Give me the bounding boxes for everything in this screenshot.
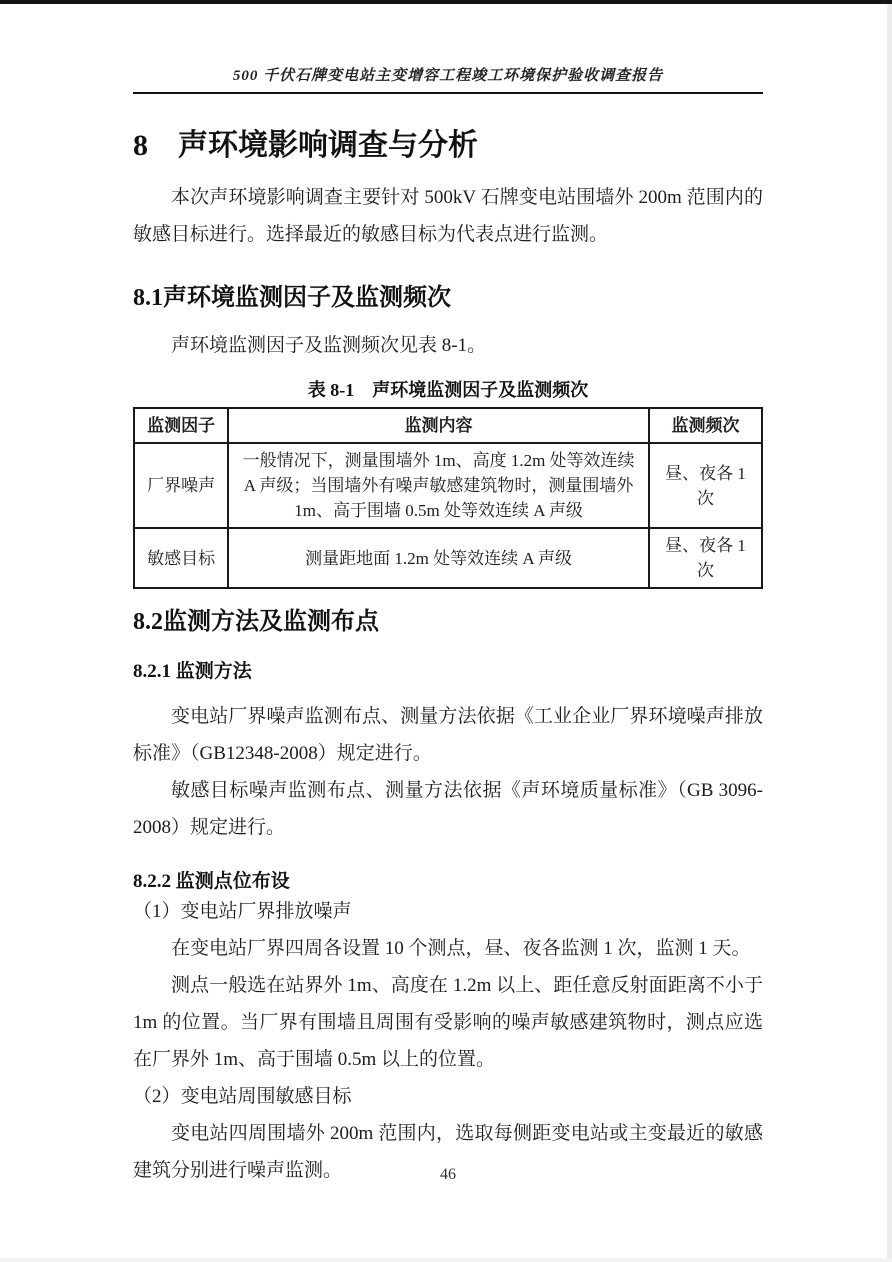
table-8-1-caption: 表 8-1 声环境监测因子及监测频次: [307, 380, 589, 400]
table-8-1: [133, 407, 763, 589]
table-cell-factor: 厂界噪声: [134, 443, 228, 528]
section-8-2-1-heading: 8.2.1 监测方法: [133, 661, 252, 682]
section-8-2-heading: 8.2监测方法及监测布点: [133, 609, 379, 635]
table-cell-factor: 敏感目标: [134, 528, 228, 588]
table-cell-frequency: 昼、夜各 1 次: [649, 528, 762, 588]
table-header-content: 监测内容: [228, 408, 649, 443]
table-cell-frequency: 昼、夜各 1 次: [649, 443, 762, 528]
section-8-2-2-heading: 8.2.2 监测点位布设: [133, 871, 290, 892]
scan-edge-right: [887, 4, 892, 1262]
table-header-frequency: 监测频次: [649, 408, 762, 443]
page-content: [133, 0, 763, 1189]
list-item-1-label: （1）变电站厂界排放噪声: [133, 901, 352, 922]
list-item-1-paragraph-1: 在变电站厂界四周各设置 10 个测点，昼、夜各监测 1 次，监测 1 天。: [171, 938, 751, 959]
list-item-2-paragraph-1: 变电站四周围墙外 200m 范围内，选取每侧距变电站或主变最近的敏感建筑分别进行噪声监测。: [133, 1123, 763, 1181]
table-cell-content: 一般情况下，测量围墙外 1m、高度 1.2m 处等效连续 A 声级；当围墙外有噪声敏感建筑物时，测量围墙外 1m、高于围墙 0.5m 处等效连续 A 声级: [228, 443, 649, 528]
section-8-2-1-paragraph-2: 敏感目标噪声监测布点、测量方法依据《声环境质量标准》（GB 3096-2008）规定进行。: [133, 780, 763, 838]
chapter-title: 8 声环境影响调查与分析: [133, 129, 478, 162]
page-number: 46: [440, 1166, 456, 1183]
table-header-factor: 监测因子: [134, 408, 228, 443]
table-header-row: [134, 408, 762, 443]
table-row: [134, 528, 762, 588]
list-item-1-paragraph-2: 测点一般选在站界外 1m、高度在 1.2m 以上、距任意反射面距离不小于 1m 的位置。当厂界有围墙且周围有受影响的噪声敏感建筑物时，测点应选在厂界外 1m、高于围墙 0.5m 以上的位置。: [133, 975, 763, 1070]
intro-paragraph: 本次声环境影响调查主要针对 500kV 石牌变电站围墙外 200m 范围内的敏感目标进行。选择最近的敏感目标为代表点进行监测。: [133, 187, 763, 245]
header-rule: [133, 92, 763, 94]
table-cell-content: 测量距地面 1.2m 处等效连续 A 声级: [228, 528, 649, 588]
section-8-1-heading: 8.1声环境监测因子及监测频次: [133, 285, 451, 311]
running-header: 500 千伏石牌变电站主变增容工程竣工环境保护验收调查报告: [232, 68, 664, 84]
section-8-1-paragraph: 声环境监测因子及监测频次见表 8-1。: [171, 335, 487, 356]
list-item-2-label: （2）变电站周围敏感目标: [133, 1086, 352, 1107]
section-8-2-1-paragraph-1: 变电站厂界噪声监测布点、测量方法依据《工业企业厂界环境噪声排放标准》（GB12348-2008）规定进行。: [133, 706, 763, 764]
scan-edge-bottom: [0, 1258, 892, 1262]
table-row: [134, 443, 762, 528]
